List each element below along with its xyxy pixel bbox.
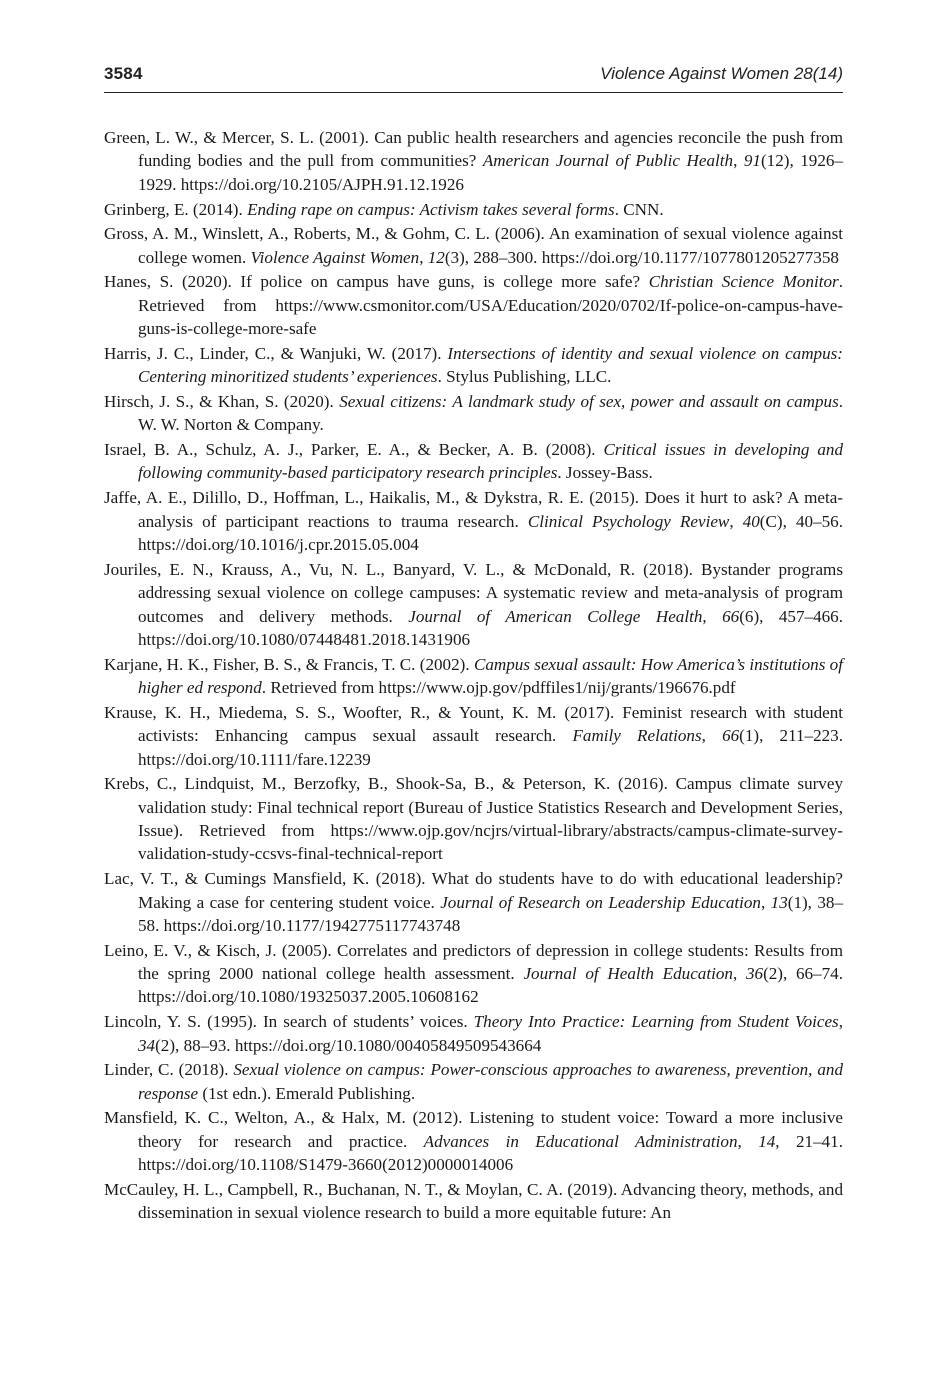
reference-text: Mansfield, K. C., Welton, A., & Halx, M. (2012). Listening to student voice: Toward a more inclusive theory for research and practice. bbox=[104, 1108, 843, 1151]
reference-text: (1st edn.). Emerald Publishing. bbox=[198, 1083, 416, 1103]
reference-entry bbox=[104, 342, 843, 389]
reference-text: . Retrieved from https://www.csmonitor.com/USA/Education/2020/0702/If-​police-on-campus-have-guns-is-college-more-safe bbox=[138, 272, 843, 339]
reference-entry bbox=[104, 1106, 843, 1176]
reference-text: , bbox=[760, 892, 771, 912]
reference-entry bbox=[104, 772, 843, 866]
reference-entry bbox=[104, 270, 843, 340]
reference-italic-text: Journal of American College Health bbox=[408, 606, 703, 626]
reference-entry bbox=[104, 653, 843, 700]
reference-entry bbox=[104, 198, 843, 221]
reference-italic-text: 66 bbox=[722, 726, 740, 746]
reference-italic-text: 12 bbox=[427, 247, 445, 267]
reference-text: Karjane, H. K., Fisher, B. S., & Francis, T. C. (2002). bbox=[104, 654, 474, 674]
reference-text: , 21–41. https://doi.org/10.1108/S1479-3660(2012)0000014006 bbox=[138, 1131, 843, 1175]
reference-text: Green, L. W., & Mercer, S. L. (2001). Can public health researchers and agencies reconcile the push from funding bodies and the pull from communities? bbox=[104, 128, 843, 171]
reference-entry bbox=[104, 1010, 843, 1057]
reference-text: , bbox=[701, 726, 723, 746]
journal-citation: Violence Against Women 28(14) bbox=[600, 64, 843, 83]
reference-text: Israel, B. A., Schulz, A. J., Parker, E. A., & Becker, A. B. (2008). bbox=[104, 440, 604, 460]
reference-text: . Stylus Publishing, LLC. bbox=[437, 367, 612, 387]
reference-entry bbox=[104, 701, 843, 771]
reference-text: . Retrieved from https://www.ojp.gov/pdffiles1/nij/grants/​196676.pdf bbox=[261, 678, 736, 698]
reference-italic-text: 66 bbox=[722, 606, 740, 626]
reference-entry bbox=[104, 1178, 843, 1225]
reference-text: . CNN. bbox=[614, 199, 664, 219]
reference-entry bbox=[104, 390, 843, 437]
reference-text: (1), 38–58. https://doi.org/10.1177/1942775117743748 bbox=[138, 892, 844, 935]
reference-italic-text: Sexual citizens: A landmark study of sex, power and assault on campus bbox=[339, 391, 839, 411]
reference-text: , bbox=[732, 964, 746, 984]
reference-italic-text: Advances in Educational Administration bbox=[423, 1131, 738, 1151]
reference-text: Harris, J. C., Linder, C., & Wanjuki, W. (2017). bbox=[104, 343, 448, 363]
running-header bbox=[104, 58, 843, 93]
reference-italic-text: 36 bbox=[745, 964, 764, 984]
reference-text: Hirsch, J. S., & Khan, S. (2020). bbox=[104, 391, 340, 411]
reference-italic-text: 40 bbox=[742, 511, 760, 531]
reference-text: , bbox=[702, 606, 723, 626]
reference-text: Linder, C. (2018). bbox=[104, 1060, 234, 1080]
reference-text: (3), 288–300. https://doi.org/10.​1177/1077801205277358 bbox=[444, 247, 839, 267]
reference-italic-text: 13 bbox=[770, 892, 788, 912]
reference-text: . W. W. Norton & Company. bbox=[138, 391, 843, 435]
reference-list bbox=[104, 126, 843, 1226]
reference-text: Krebs, C., Lindquist, M., Berzofky, B., Shook-Sa, B., & Peterson, K. (2016). Campus climate survey validation study: Final technical report (Bureau of Justice Statistics Research and Development Series, Issue). Retrieved from https://www.ojp.gov/ncjrs/virtual-library/​abstracts/campus-climate-survey-validation-study-ccsvs-final-technical-report bbox=[104, 774, 843, 864]
reference-text: Hanes, S. (2020). If police on campus have guns, is college more safe? bbox=[104, 272, 649, 292]
reference-entry bbox=[104, 126, 843, 196]
reference-text: Jaffe, A. E., Dilillo, D., Hoffman, L., Haikalis, M., & Dykstra, R. E. (2015). Does it hurt to ask? A meta-analysis of participant reactions to trauma research. bbox=[104, 488, 843, 531]
reference-text: , bbox=[733, 151, 744, 171]
reference-text: (2), 88–93. https://doi.org/10.1080/00405849509543664 bbox=[155, 1035, 542, 1055]
reference-entry bbox=[104, 486, 843, 556]
reference-text: Grinberg, E. (2014). bbox=[104, 199, 248, 219]
reference-text: , bbox=[729, 511, 743, 531]
reference-text: Lac, V. T., & Cumings Mansfield, K. (2018). What do students have to do with educational leadership? Making a case for centering student voice. bbox=[104, 869, 843, 912]
reference-text: (12), 1926–1929. https://doi.org/10.2105/AJPH.91.12.1926 bbox=[138, 151, 843, 194]
reference-entry bbox=[104, 867, 843, 937]
reference-italic-text: Family Relations bbox=[572, 726, 702, 746]
reference-text: , bbox=[737, 1131, 759, 1151]
reference-entry bbox=[104, 222, 843, 269]
reference-italic-text: Sexual violence on campus: Power-conscious approaches to awareness, prevention, and response bbox=[138, 1060, 843, 1103]
page-number: 3584 bbox=[104, 64, 143, 83]
reference-italic-text: Christian Science Monitor bbox=[648, 272, 839, 292]
reference-italic-text: Clinical Psychology Review bbox=[527, 511, 730, 531]
reference-entry bbox=[104, 558, 843, 652]
reference-italic-text: Journal of Health Education bbox=[523, 964, 733, 984]
reference-text: , bbox=[838, 1012, 843, 1032]
reference-italic-text: 34 bbox=[138, 1035, 156, 1055]
reference-text: Jouriles, E. N., Krauss, A., Vu, N. L., Banyard, V. L., & McDonald, R. (2018). Bystander programs addressing sexual violence on college campuses: A systematic review and meta-​analysis of program outcomes and delivery methods. bbox=[104, 559, 843, 626]
reference-italic-text: Violence Against Women bbox=[250, 247, 420, 267]
reference-italic-text: Intersections of identity and sexual violence on campus: Centering minoritized students’ experiences bbox=[138, 343, 843, 387]
reference-text: Leino, E. V., & Kisch, J. (2005). Correlates and predictors of depression in college students: Results from the spring 2000 national college health assessment. bbox=[104, 940, 843, 984]
reference-text: Gross, A. M., Winslett, A., Roberts, M., & Gohm, C. L. (2006). An examination of sexual violence against college women. bbox=[104, 224, 843, 267]
reference-italic-text: Theory Into Practice: Learning from Student Voices bbox=[473, 1012, 839, 1032]
reference-italic-text: 91 bbox=[743, 151, 761, 171]
reference-italic-text: Ending rape on campus: Activism takes several forms bbox=[247, 199, 615, 219]
reference-text: McCauley, H. L., Campbell, R., Buchanan, N. T., & Moylan, C. A. (2019). Advancing theory, methods, and dissemination in sexual violence research to build a more equitable future: An bbox=[104, 1179, 843, 1223]
reference-text: (1), 211–223. https://doi.org/10.1111/fare.12239 bbox=[138, 726, 843, 769]
reference-text: (C), 40–56. https://doi.org/10.1016/j.cpr.2015.05.004 bbox=[138, 511, 843, 554]
reference-text: (2), 66–74. https://doi.org/10.1080/19325037.2005.10608162 bbox=[138, 964, 844, 1007]
reference-entry bbox=[104, 438, 843, 485]
reference-italic-text: Critical issues in developing and following community-based participatory research principles bbox=[138, 440, 843, 483]
reference-italic-text: Journal of Research on Leadership Education bbox=[440, 892, 761, 912]
reference-italic-text: 14 bbox=[758, 1131, 776, 1151]
reference-text: Krause, K. H., Miedema, S. S., Woofter, R., & Yount, K. M. (2017). Feminist research with student activists: Enhancing campus sexual assault research. bbox=[104, 702, 843, 746]
reference-entry bbox=[104, 1058, 843, 1105]
reference-italic-text: American Journal of Public Health bbox=[482, 151, 734, 171]
reference-text: , bbox=[419, 247, 428, 267]
reference-italic-text: Campus sexual assault: How America’s institutions of higher ed respond bbox=[138, 654, 843, 698]
reference-text: (6), 457–466. https://doi.org/10.1080/07448481.2018.1431906 bbox=[138, 606, 843, 649]
reference-text: . Jossey-Bass. bbox=[557, 463, 653, 483]
reference-entry bbox=[104, 939, 843, 1009]
reference-text: Lincoln, Y. S. (1995). In search of students’ voices. bbox=[104, 1012, 474, 1032]
